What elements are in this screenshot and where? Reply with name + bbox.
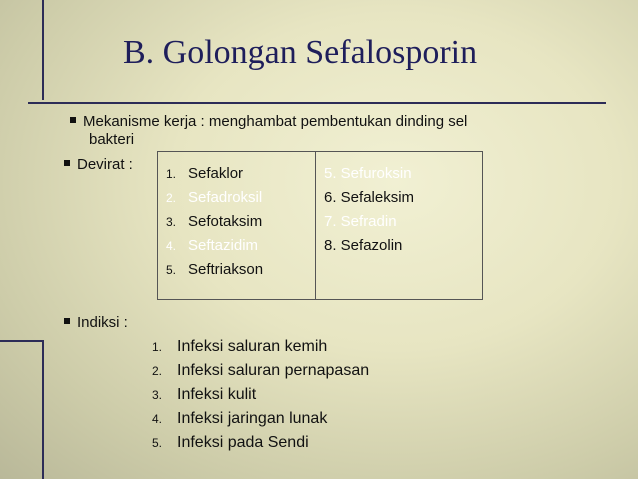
list-item: 5. Sefuroksin xyxy=(324,165,412,182)
list-item xyxy=(166,186,307,210)
drug-name: Seftriakson xyxy=(188,261,264,278)
item-number: 5. xyxy=(152,436,163,450)
devirat-column-1 xyxy=(158,152,316,300)
bullet-square-icon xyxy=(70,117,76,123)
list-item xyxy=(166,234,307,258)
item-number: 5. xyxy=(166,263,177,277)
decor-vertical-line-bottom xyxy=(42,340,44,479)
item-number: 3. xyxy=(166,215,177,229)
list-item: 6. Sefaleksim xyxy=(324,189,415,206)
drug-name: Sefaklor xyxy=(188,165,244,182)
indikasi-label: Indiksi : xyxy=(77,314,128,331)
list-item: 8. Sefazolin xyxy=(324,237,403,254)
indikasi-bullet xyxy=(64,314,128,332)
list-item xyxy=(152,383,369,407)
list-item xyxy=(152,335,369,359)
drug-name: Seftazidim xyxy=(188,237,259,254)
item-number: 4. xyxy=(166,239,177,253)
list-item xyxy=(166,258,307,282)
mechanism-bullet xyxy=(70,113,590,149)
indication-text: Infeksi saluran kemih xyxy=(177,338,328,355)
indication-text: Infeksi jaringan lunak xyxy=(177,410,328,427)
devirat-bullet xyxy=(64,156,133,174)
item-number: 2. xyxy=(166,191,177,205)
list-item xyxy=(152,431,369,455)
devirat-label: Devirat : xyxy=(77,156,133,173)
devirat-table xyxy=(157,151,483,300)
decor-vertical-line-top xyxy=(42,0,44,100)
decor-horizontal-line xyxy=(0,340,43,342)
list-item: 7. Sefradin xyxy=(324,213,397,230)
mechanism-text-line2: bakteri xyxy=(89,131,135,148)
list-item xyxy=(152,359,369,383)
item-number: 1. xyxy=(152,340,163,354)
title-underline xyxy=(28,102,606,104)
item-number: 3. xyxy=(152,388,163,402)
item-number: 4. xyxy=(152,412,163,426)
indication-text: Infeksi saluran pernapasan xyxy=(177,362,370,379)
indication-text: Infeksi pada Sendi xyxy=(177,434,309,451)
list-item xyxy=(152,407,369,431)
item-number: 2. xyxy=(152,364,163,378)
drug-name: Sefadroksil xyxy=(188,189,263,206)
mechanism-text-line1: Mekanisme kerja : menghambat pembentukan dinding sel xyxy=(83,113,468,130)
bullet-square-icon xyxy=(64,160,70,166)
slide-title: B. Golongan Sefalosporin xyxy=(123,34,478,71)
indikasi-list xyxy=(152,335,369,455)
drug-name: Sefotaksim xyxy=(188,213,263,230)
list-item xyxy=(166,162,307,186)
bullet-square-icon xyxy=(64,318,70,324)
item-number: 1. xyxy=(166,167,177,181)
devirat-column-2 xyxy=(316,152,483,300)
list-item xyxy=(166,210,307,234)
indication-text: Infeksi kulit xyxy=(177,386,257,403)
